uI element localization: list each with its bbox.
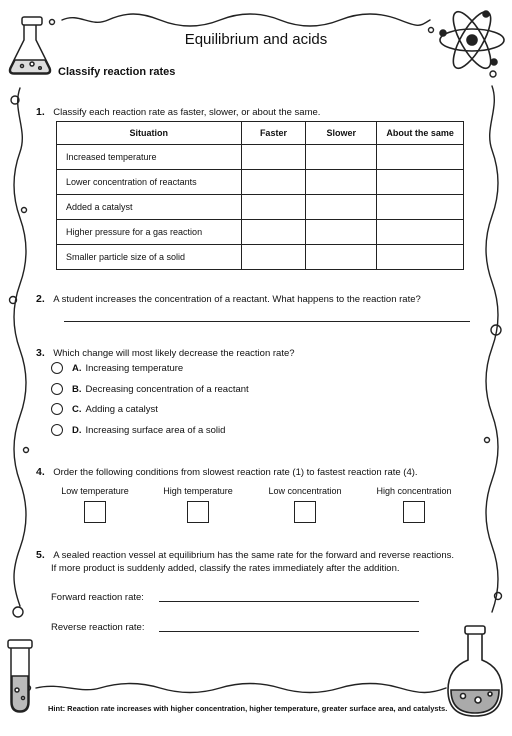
situation-cell: Increased temperature	[57, 145, 242, 170]
test-tube-illustration	[8, 640, 32, 712]
column-header: Faster	[241, 122, 306, 145]
slower-answer-cell[interactable]	[306, 170, 377, 195]
faster-answer-cell[interactable]	[241, 145, 306, 170]
forward-rate-label: Forward reaction rate:	[51, 592, 144, 603]
slower-answer-cell[interactable]	[306, 245, 377, 270]
question-2	[36, 289, 421, 307]
question-4	[36, 462, 418, 480]
question-number: 2.	[36, 293, 45, 305]
same-answer-cell[interactable]	[377, 245, 464, 270]
option-text: Increasing temperature	[85, 362, 184, 374]
situation-cell: Added a catalyst	[57, 195, 242, 220]
option-letter: A.	[72, 362, 82, 374]
slower-answer-cell[interactable]	[306, 195, 377, 220]
table-row	[57, 245, 464, 270]
condition-label: Low concentration	[268, 486, 342, 496]
question-number: 5.	[36, 549, 45, 561]
option-d[interactable]	[51, 424, 225, 436]
situation-cell: Higher pressure for a gas reaction	[57, 220, 242, 245]
answer-line[interactable]	[64, 321, 470, 322]
option-text: Increasing surface area of a solid	[85, 424, 226, 436]
question-text: Order the following conditions from slowest reaction rate (1) to fastest reaction rate (4).	[53, 467, 418, 478]
question-text: A sealed reaction vessel at equilibrium has the same rate for the forward and reverse reactions.	[53, 550, 455, 561]
radio-circle[interactable]	[51, 424, 63, 436]
radio-circle[interactable]	[51, 383, 63, 395]
faster-answer-cell[interactable]	[241, 245, 306, 270]
section-subtitle: Classify reaction rates	[58, 66, 176, 78]
column-header: About the same	[377, 122, 464, 145]
question-text: Classify each reaction rate as faster, slower, or about the same.	[53, 107, 321, 118]
same-answer-cell[interactable]	[377, 170, 464, 195]
option-letter: B.	[72, 383, 82, 395]
rank-box[interactable]	[84, 501, 106, 523]
question-3	[36, 343, 295, 361]
column-header: Slower	[306, 122, 377, 145]
question-text: A student increases the concentration of a reactant. What happens to the reaction rate?	[53, 294, 421, 305]
option-b[interactable]	[51, 383, 249, 395]
faster-answer-cell[interactable]	[241, 170, 306, 195]
question-number: 3.	[36, 347, 45, 359]
condition-label: High concentration	[376, 486, 452, 496]
question-1	[36, 102, 320, 120]
slower-answer-cell[interactable]	[306, 145, 377, 170]
reverse-rate-label: Reverse reaction rate:	[51, 622, 145, 633]
option-letter: C.	[72, 403, 82, 415]
option-text: Decreasing concentration of a reactant	[85, 383, 249, 395]
option-a[interactable]	[51, 362, 183, 374]
table-header-row	[57, 122, 464, 145]
forward-rate-line[interactable]	[159, 601, 419, 602]
hint-text: Hint: Reaction rate increases with higher concentration, higher temperature, greater surface area, and catalysts.	[48, 704, 448, 713]
page-title: Equilibrium and acids	[184, 31, 328, 48]
classification-table	[56, 121, 464, 270]
radio-circle[interactable]	[51, 403, 63, 415]
rank-box[interactable]	[187, 501, 209, 523]
table-row	[57, 145, 464, 170]
condition-label: Low temperature	[61, 486, 129, 496]
column-header: Situation	[57, 122, 242, 145]
rank-box[interactable]	[294, 501, 316, 523]
round-flask-illustration	[448, 626, 502, 716]
same-answer-cell[interactable]	[377, 220, 464, 245]
question-5	[36, 545, 454, 563]
same-answer-cell[interactable]	[377, 145, 464, 170]
faster-answer-cell[interactable]	[241, 220, 306, 245]
option-c[interactable]	[51, 403, 158, 415]
rank-box[interactable]	[403, 501, 425, 523]
table-row	[57, 170, 464, 195]
question-text-continued: If more product is suddenly added, classify the rates immediately after the addition.	[51, 563, 400, 574]
radio-circle[interactable]	[51, 362, 63, 374]
option-letter: D.	[72, 424, 82, 436]
slower-answer-cell[interactable]	[306, 220, 377, 245]
reverse-rate-line[interactable]	[159, 631, 419, 632]
option-text: Adding a catalyst	[85, 403, 158, 415]
question-text: Which change will most likely decrease the reaction rate?	[53, 348, 295, 359]
question-number: 1.	[36, 106, 45, 118]
same-answer-cell[interactable]	[377, 195, 464, 220]
condition-label: High temperature	[163, 486, 233, 496]
situation-cell: Smaller particle size of a solid	[57, 245, 242, 270]
faster-answer-cell[interactable]	[241, 195, 306, 220]
situation-cell: Lower concentration of reactants	[57, 170, 242, 195]
table-row	[57, 220, 464, 245]
table-row	[57, 195, 464, 220]
question-number: 4.	[36, 466, 45, 478]
